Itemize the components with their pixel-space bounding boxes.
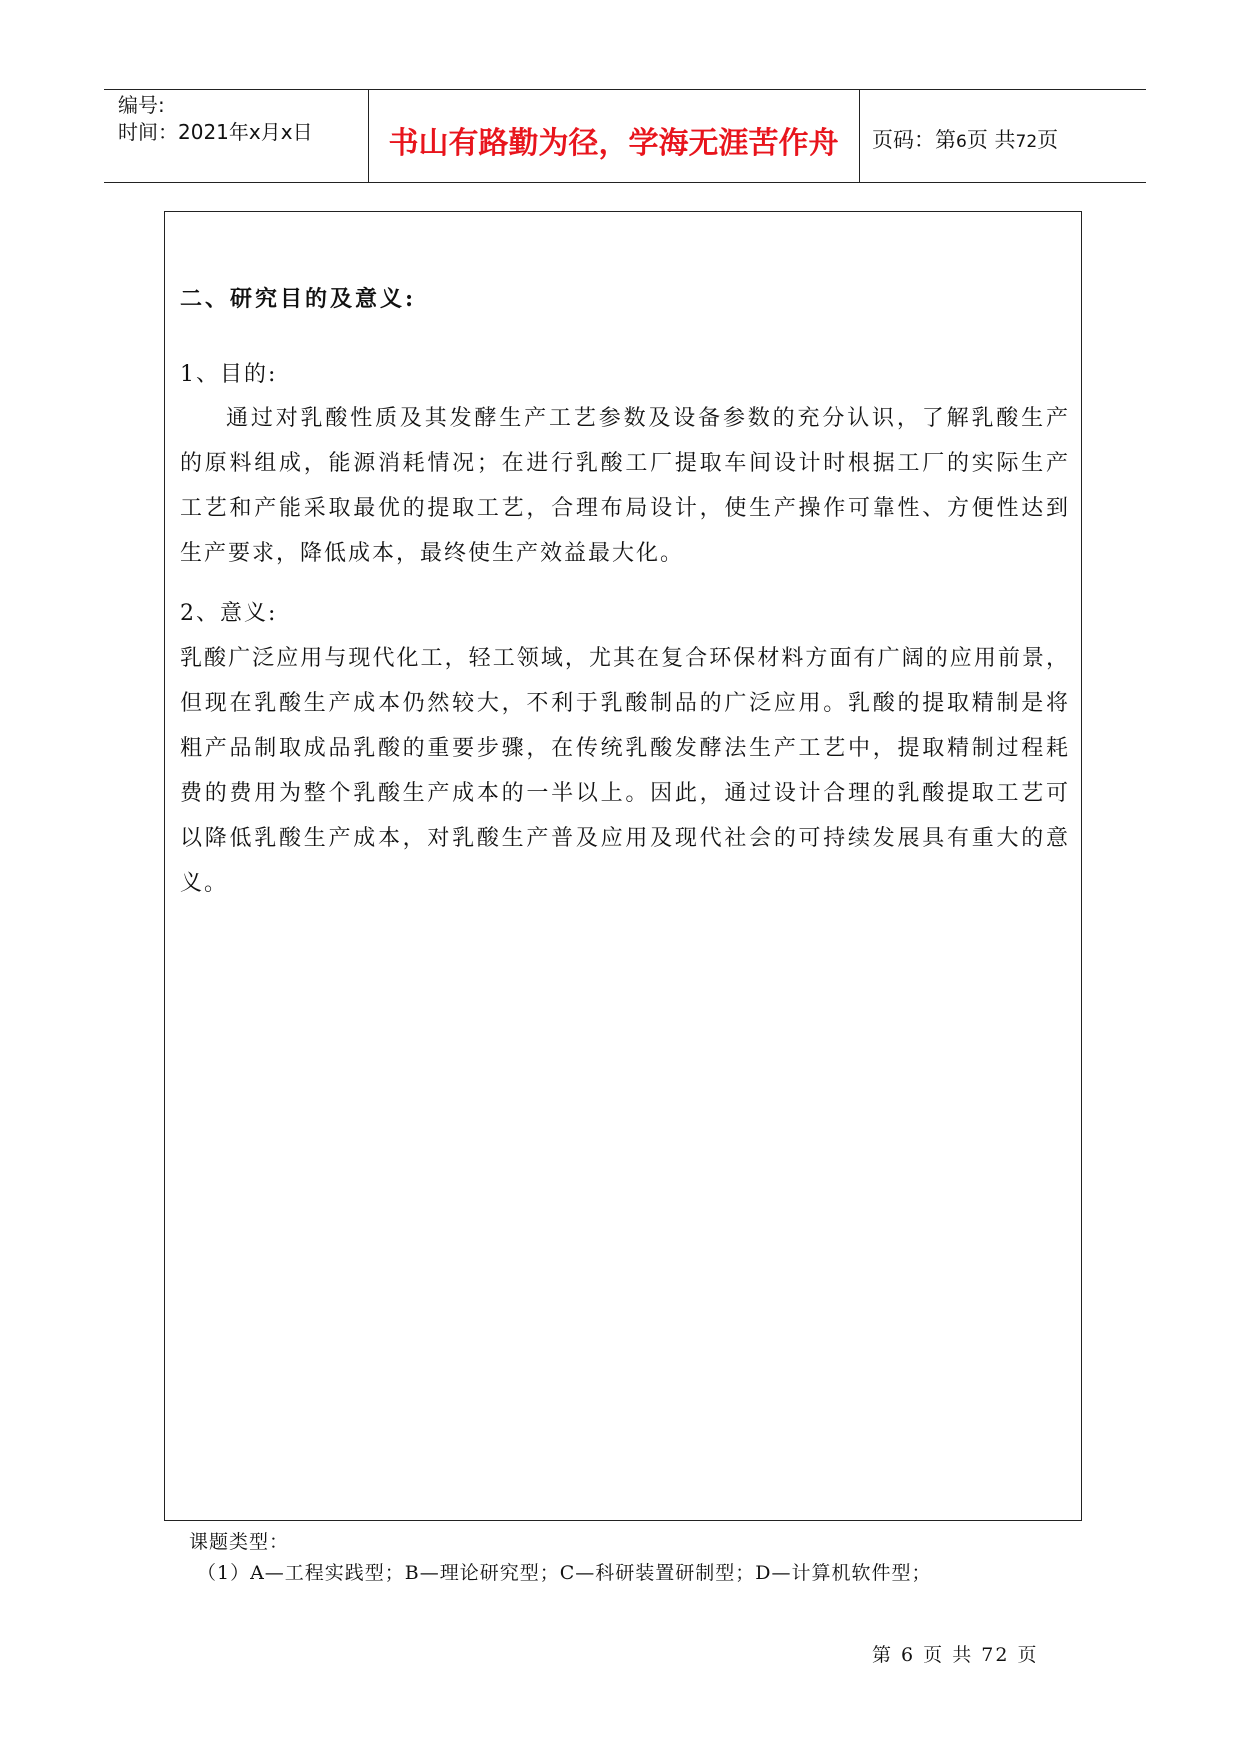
page-total: 72: [1015, 132, 1038, 152]
topic-type-list: （1）A—工程实践型；B—理论研究型；C—科研装置研制型；D—计算机软件型；: [197, 1562, 932, 1584]
meaning-line: 粗产品制取成品乳酸的重要步骤，在传统乳酸发酵法生产工艺中，提取精制过程耗: [180, 736, 1070, 761]
purpose-paragraph: [180, 396, 1070, 576]
section-title: 二、研究目的及意义:: [180, 286, 417, 312]
header-bottom-rule: [104, 182, 1146, 183]
purpose-heading: 1、目的:: [180, 362, 278, 387]
header-page-info: [872, 124, 1058, 154]
purpose-line: 工艺和产能采取最优的提取工艺，合理布局设计，使生产操作可靠性、方便性达到: [180, 496, 1070, 521]
header-top-rule: [104, 89, 1146, 90]
serial-label: 编号:: [118, 93, 165, 117]
meaning-line: 以降低乳酸生产成本，对乳酸生产普及应用及现代社会的可持续发展具有重大的意: [180, 826, 1070, 851]
meaning-line: 乳酸广泛应用与现代化工，轻工领域，尤其在复合环保材料方面有广阔的应用前景，: [180, 646, 1070, 671]
page-suffix: 页: [1037, 128, 1059, 152]
purpose-line: 通过对乳酸性质及其发酵生产工艺参数及设备参数的充分认识，了解乳酸生产: [226, 406, 1070, 431]
meaning-line: 费的费用为整个乳酸生产成本的一半以上。因此，通过设计合理的乳酸提取工艺可: [180, 781, 1070, 806]
header-divider-right: [859, 89, 860, 182]
purpose-line: 的原料组成，能源消耗情况；在进行乳酸工厂提取车间设计时根据工厂的实际生产: [180, 451, 1070, 476]
page-footer: 第 6 页 共 72 页: [872, 1644, 1039, 1666]
meaning-heading: 2、意义:: [180, 601, 278, 626]
page-mid: 页 共: [966, 128, 1016, 152]
page-current: 6: [956, 132, 967, 152]
meaning-paragraph: [180, 636, 1070, 906]
header-motto: 书山有路勤为径，学海无涯苦作舟: [388, 126, 839, 161]
purpose-line: 生产要求，降低成本，最终使生产效益最大化。: [180, 541, 685, 566]
header-meta: [118, 92, 313, 146]
meaning-line: 义。: [180, 871, 229, 896]
meaning-line: 但现在乳酸生产成本仍然较大，不利于乳酸制品的广泛应用。乳酸的提取精制是将: [180, 691, 1070, 716]
date-label: 时间：2021年x月x日: [118, 120, 313, 144]
topic-type-label: 课题类型：: [189, 1531, 290, 1553]
page-prefix: 页码：第: [872, 128, 956, 152]
